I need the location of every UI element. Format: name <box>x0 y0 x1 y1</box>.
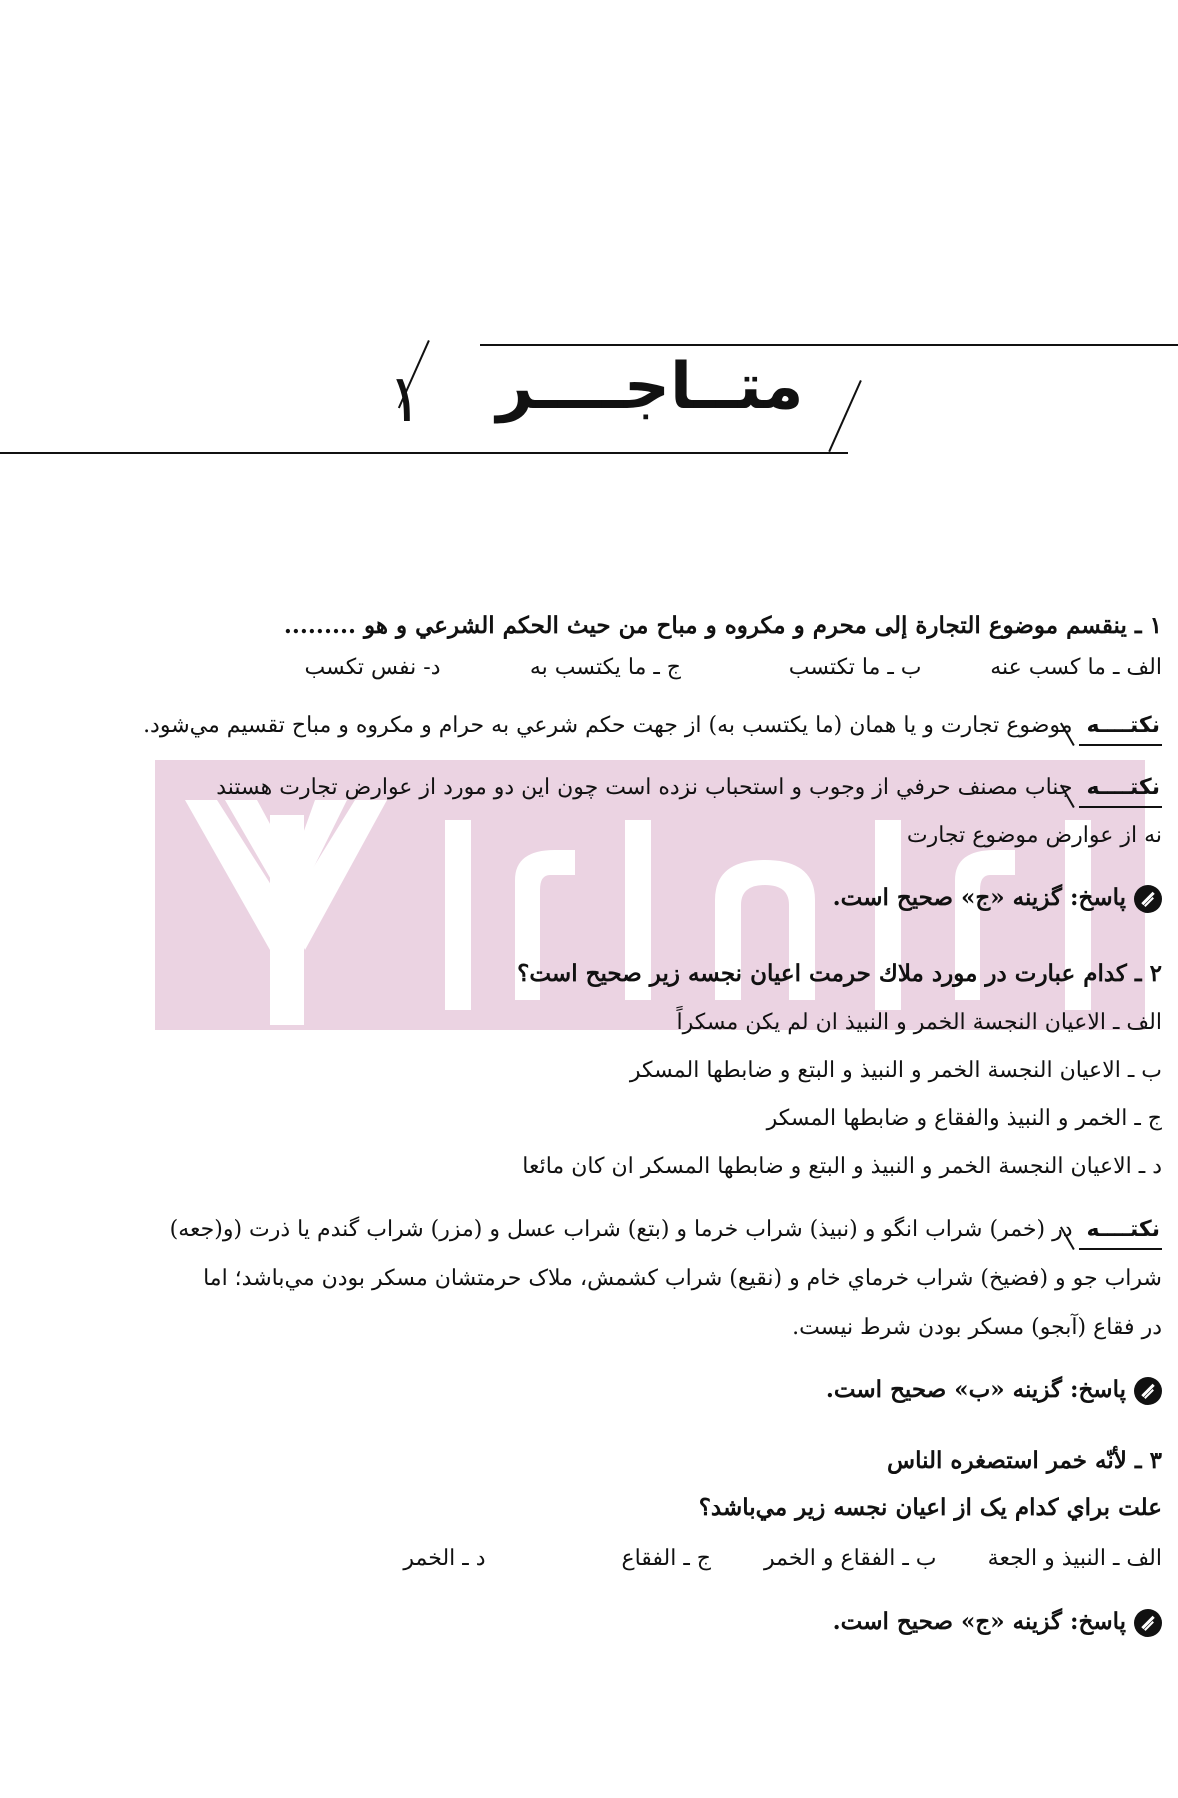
question-3-line-1: ٣ ـ لأنّه خمر استصغره الناس <box>887 1447 1162 1474</box>
answer-2 <box>16 1372 1162 1408</box>
q2-option-a: الف ـ الاعيان النجسة الخمر و النبيذ ان لم يكن مسكراً <box>676 1010 1162 1035</box>
pen-in-circle-icon <box>1134 885 1162 913</box>
q2-option-c: ج ـ الخمر و النبيذ والفقاع و ضابطها المسكر <box>766 1106 1162 1131</box>
answer-3 <box>16 1604 1162 1640</box>
pen-in-circle-icon <box>1134 1609 1162 1637</box>
question-1-options <box>200 650 1162 686</box>
answer-text: پاسخ: گزينه «ب» صحيح است. <box>825 1376 1126 1403</box>
option-b: ب ـ ما تكتسب <box>788 655 922 680</box>
q2-option-d: د ـ الاعيان النجسة الخمر و النبيذ و البتع و ضابطها المسكر ان كان مائعا <box>522 1154 1162 1179</box>
option-a: الف ـ ما كسب عنه <box>990 655 1162 680</box>
note-text: جناب مصنف حرفي از وجوب و استحباب نزده است چون اين دو مورد از عوارض تجارت هستند <box>216 775 1073 800</box>
option-a: الف ـ النبيذ و الجعة <box>987 1546 1162 1571</box>
note-label: نكتــــه <box>1079 770 1162 808</box>
note-text: در (خمر) شراب انگو و (نبيذ) شراب خرما و (بتع) شراب عسل و (مزر) شراب گندم يا ذرت (و(جعه) <box>169 1217 1073 1242</box>
note-1 <box>16 708 1162 746</box>
answer-text: پاسخ: گزينه «ج» صحيح است. <box>832 1608 1126 1635</box>
header-rule-top <box>480 344 1178 346</box>
note-label: نكتــــه <box>1079 708 1162 746</box>
option-b: ب ـ الفقاع و الخمر <box>763 1546 937 1571</box>
answer-text: پاسخ: گزينه «ج» صحيح است. <box>832 884 1126 911</box>
note-3-line-2: شراب جو و (فضيخ) شراب خرماي خام و (نقيع) شراب كشمش، ملاک حرمتشان مسكر بودن مي‌باشد؛ اما <box>203 1266 1162 1291</box>
note-text: موضوع تجارت و يا همان (ما يكتسب به) از جهت حكم شرعي به حرام و مكروه و مباح تقسيم مي‌شود. <box>143 713 1073 738</box>
option-c: ج ـ الفقاع <box>621 1546 711 1571</box>
header-slash-right <box>828 380 862 452</box>
answer-1 <box>16 880 1162 916</box>
note-2-line-2: نه از عوارض موضوع تجارت <box>906 823 1162 848</box>
pen-in-circle-icon <box>1134 1377 1162 1405</box>
question-3-line-2: علت براي كدام يک از اعيان نجسه زير مي‌باشد؟ <box>698 1494 1162 1521</box>
note-2-line-1 <box>16 770 1162 808</box>
question-3-options <box>260 1541 1162 1577</box>
question-2: ٢ ـ كدام عبارت در مورد ملاك حرمت اعيان نجسه زير صحيح است؟ <box>517 960 1162 987</box>
chapter-title: متــاجــــر <box>496 350 804 424</box>
note-label: نكتــــه <box>1079 1212 1162 1250</box>
option-d: د- نفس تكسب <box>304 655 441 680</box>
question-1: ١ ـ ينقسم موضوع التجارة إلى محرم و مكروه و مباح من حيث الحكم الشرعي و هو ......... <box>283 612 1162 639</box>
option-c: ج ـ ما يكتسب به <box>529 655 681 680</box>
header-rule-bottom <box>0 452 848 454</box>
chapter-number: ١ <box>387 360 423 437</box>
note-3-line-3: در فقاع (آبجو) مسكر بودن شرط نيست. <box>792 1315 1162 1340</box>
note-3-line-1 <box>16 1212 1162 1250</box>
q2-option-b: ب ـ الاعيان النجسة الخمر و النبيذ و البتع و ضابطها المسكر <box>629 1058 1162 1083</box>
option-d: د ـ الخمر <box>403 1546 486 1571</box>
